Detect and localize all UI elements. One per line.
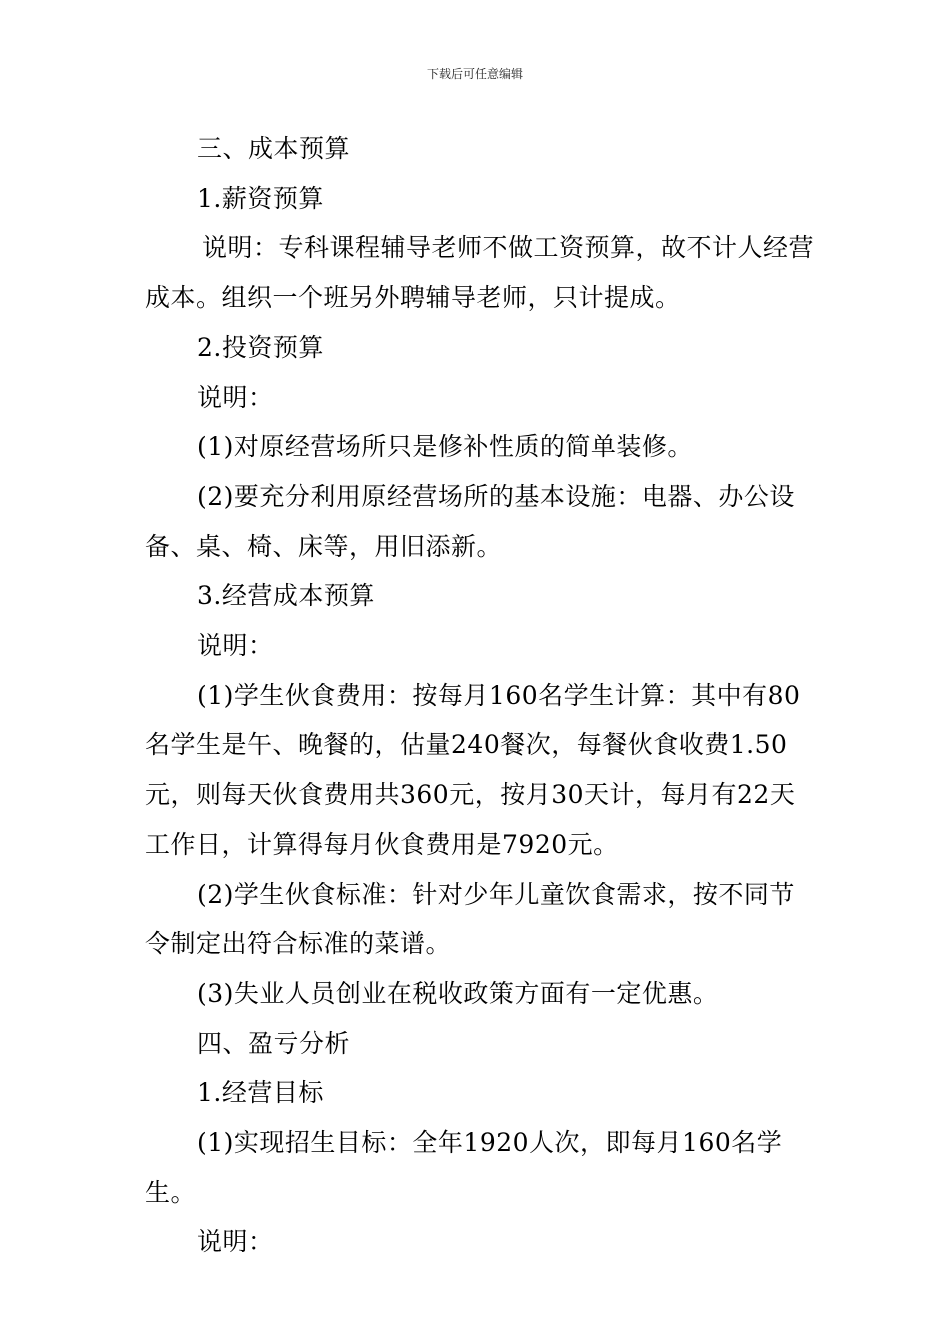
paragraph-investment-item-2: (2)要充分利用原经营场所的基本设施：电器、办公设备、桌、椅、床等，用旧添新。 xyxy=(145,481,795,561)
subheading-salary-budget: 1.薪资预算 xyxy=(197,183,324,213)
paragraph-operating-item-3: (3)失业人员创业在税收政策方面有一定优惠。 xyxy=(197,978,719,1008)
subheading-operating-cost-budget: 3.经营成本预算 xyxy=(197,581,375,611)
paragraph-goal-item-1: (1)实现招生目标：全年1920人次，即每月160名学生。 xyxy=(145,1128,783,1207)
paragraph-note-label: 说明： xyxy=(197,382,274,412)
paragraph-note-label: 说明： xyxy=(197,1227,274,1257)
section-heading-profit-loss: 四、盈亏分析 xyxy=(197,1028,351,1058)
page-header: 下载后可任意编辑 xyxy=(426,67,523,81)
paragraph-operating-item-2: (2)学生伙食标准：针对少年儿童饮食需求，按不同节令制定出符合标准的菜谱。 xyxy=(145,879,795,959)
section-heading-cost-budget: 三、成本预算 xyxy=(197,134,351,163)
document-body xyxy=(145,124,815,1267)
paragraph-salary-note: 说明：专科课程辅导老师不做工资预算，故不计人经营成本。组织一个班另外聘辅导老师，只计提成。 xyxy=(145,233,815,313)
paragraph-note-label: 说明： xyxy=(197,631,274,661)
subheading-investment-budget: 2.投资预算 xyxy=(197,332,324,362)
paragraph-operating-item-1: (1)学生伙食费用：按每月160名学生计算：其中有80名学生是午、晚餐的，估量240餐次，每餐伙食收费1.50元，则每天伙食费用共360元，按月30天计，每月有22天工作日，计算得每月伙食费用是7920元。 xyxy=(145,680,801,859)
paragraph-investment-item-1: (1)对原经营场所只是修补性质的简单装修。 xyxy=(197,432,693,462)
subheading-business-goal: 1.经营目标 xyxy=(197,1078,324,1108)
